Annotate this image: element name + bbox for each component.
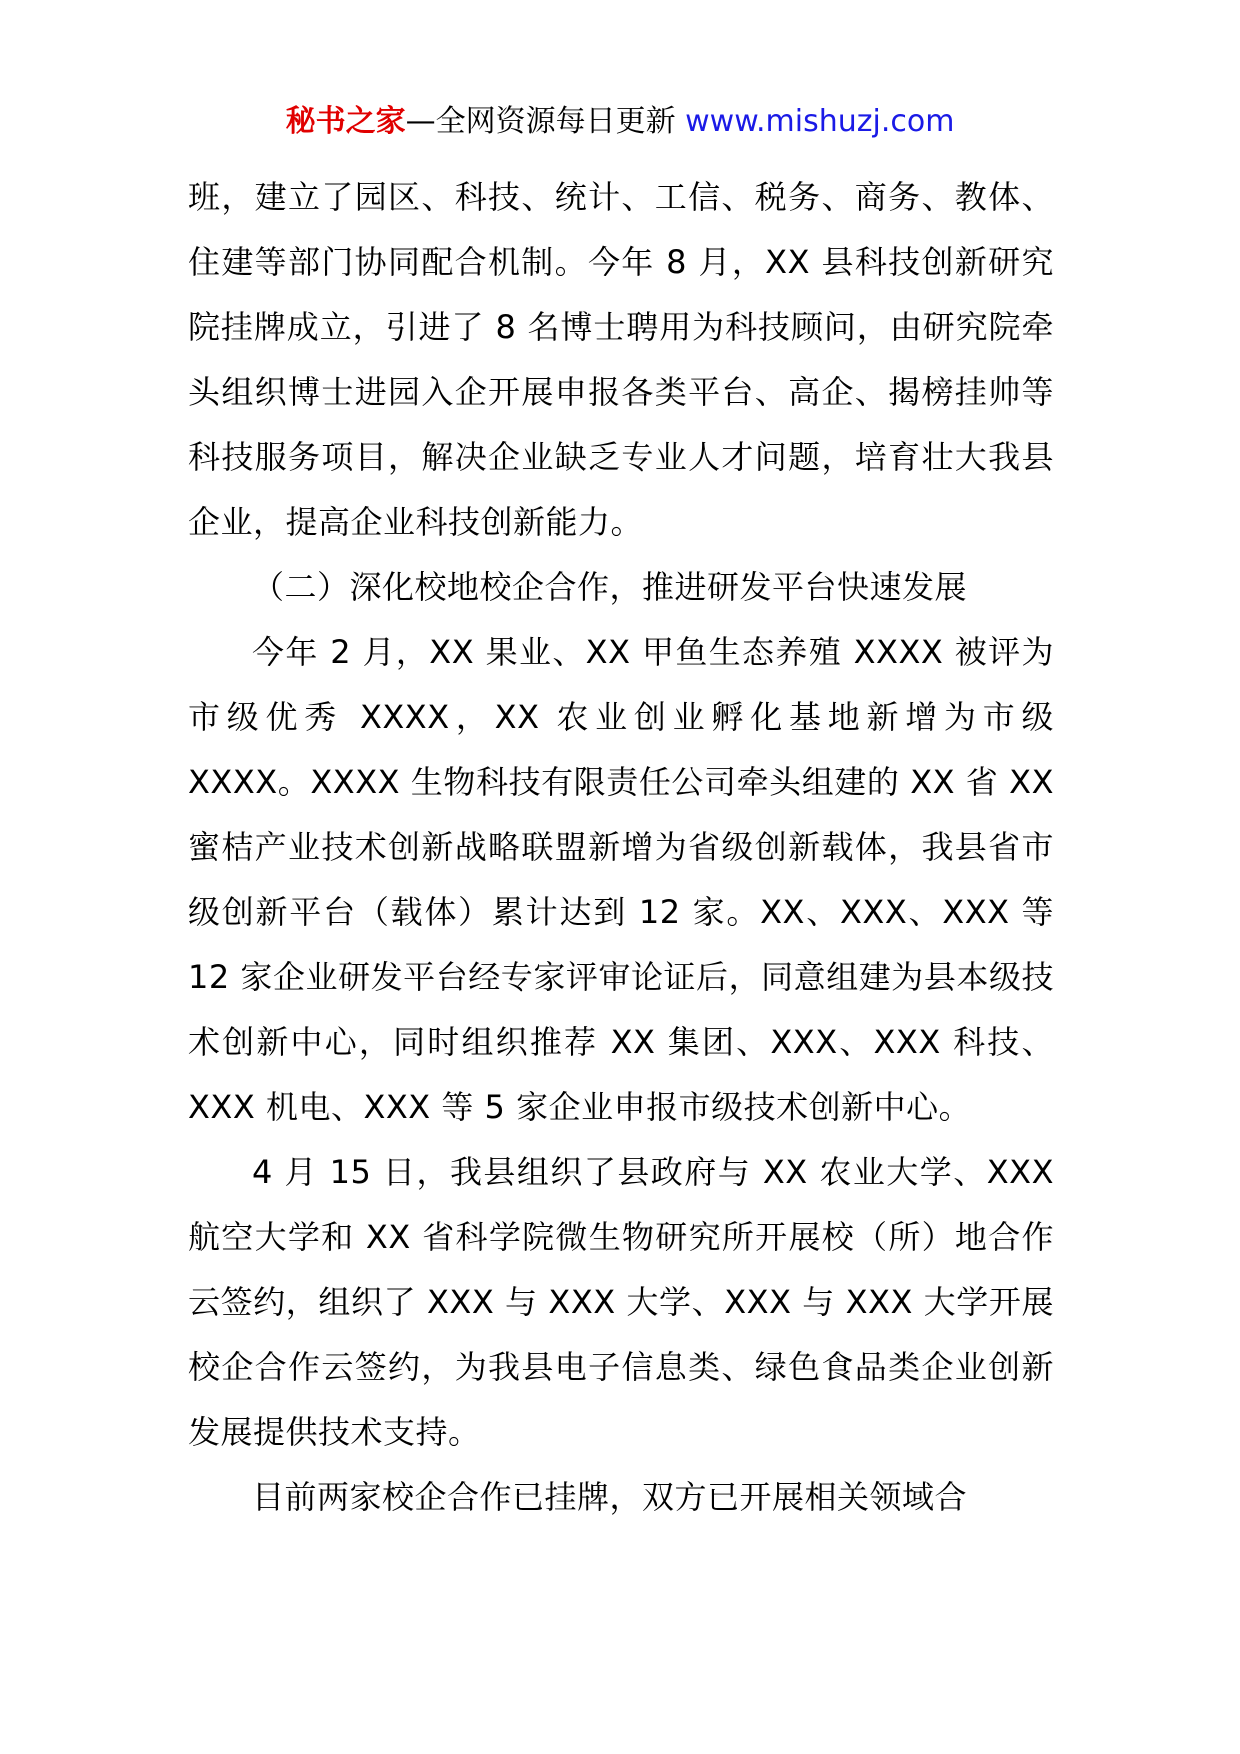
site-tagline: —全网资源每日更新 xyxy=(405,104,676,139)
paragraph-continued: 班，建立了园区、科技、统计、工信、税务、商务、教体、住建等部门协同配合机制。今年 8 月，XX 县科技创新研究院挂牌成立，引进了 8 名博士聘用为科技顾问，由研究院牵头组织博士进园入企开展申报各类平台、高企、揭榜挂帅等科技服务项目，解决企业缺乏专业人才问题，培育壮大我县企业，提高企业科技创新能力。 xyxy=(188,178,1054,541)
site-url-link[interactable]: www.mishuzj.com xyxy=(685,104,955,139)
paragraph-signing: 4 月 15 日，我县组织了县政府与 XX 农业大学、XXX 航空大学和 XX 省科学院微生物研究所开展校（所）地合作云签约，组织了 XXX 与 XXX 大学、XXX 与 XXX 大学开展校企合作云签约，为我县电子信息类、绿色食品类企业创新发展提供技术支持。 xyxy=(188,1153,1054,1451)
site-header xyxy=(0,100,1240,144)
document-body xyxy=(188,165,1054,1530)
site-brand: 秘书之家 xyxy=(285,104,406,139)
section-heading: （二）深化校地校企合作，推进研发平台快速发展 xyxy=(252,568,968,606)
paragraph-platforms: 今年 2 月，XX 果业、XX 甲鱼生态养殖 XXXX 被评为市级优秀 XXXX，XX 农业创业孵化基地新增为市级 XXXX。XXXX 生物科技有限责任公司牵头组建的 XX 省 XX 蜜桔产业技术创新战略联盟新增为省级创新载体，我县省市级创新平台（载体）累计达到 12 家。XX、XXX、XXX 等 12 家企业研发平台经专家评审论证后，同意组建为县本级技术创新中心，同时组织推荐 XX 集团、XXX、XXX 科技、XXX 机电、XXX 等 5 家企业申报市级技术创新中心。 xyxy=(188,633,1054,1126)
paragraph-current: 目前两家校企合作已挂牌，双方已开展相关领域合 xyxy=(252,1478,968,1516)
